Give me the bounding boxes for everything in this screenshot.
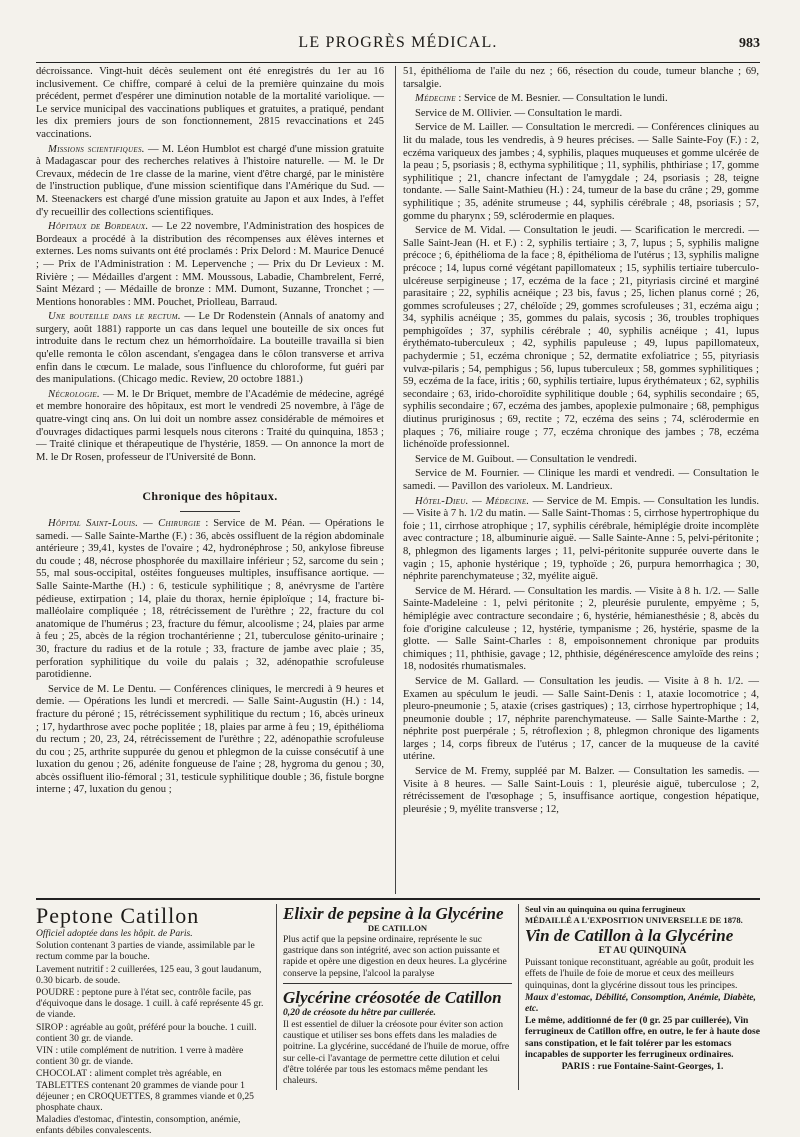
running-header [36, 22, 760, 63]
paragraph [403, 66, 759, 91]
paragraph-text: — Service de M. Empis. — Consultation les lundis. — Visite à 7 h. 1/2 du matin. — Salle Saint-Thomas : 5, cirrhose hypertrophique du foie ; 11, cirrhose atrophique ; 17, syphilis cérébrale, hémiplégie droite incomplète avec contracture ; 18, albuminurie aiguë. — Salle Sainte-Anne : 5, pelvi-péritonite ; 8, phlegmon des ligaments larges ; 11, pelvi-péritonite suppurée ouverte dans le vagin ; 15, aphonie hystérique ; 19, typhoïde ; 26, purpura hemorrhagica ; 30, néphrite parenchymateuse ; 32, myélite aiguë. [403, 495, 760, 583]
section-rule [180, 511, 240, 512]
ad-peptone-line: VIN : utile complément de nutrition. 1 verre à madère contient 30 gr. de viande. [36, 1045, 244, 1068]
ad-vin-title: Vin de Catillon à la Glycérine [525, 926, 734, 945]
page-number: 983 [739, 36, 760, 51]
ad-vin-tagline: Seul vin au quinquina ou quina ferrugineux [525, 904, 686, 914]
ad-peptone-line: SIROP : agréable au goût, préféré pour la bouche. 1 cuill. contient 30 gr. de viande. [36, 1021, 257, 1044]
ad-elixir-glycerine [276, 904, 512, 1090]
paragraph-text: Service de M. Le Dentu. — Conférences cliniques, le mercredi à 9 heures et demie. — Opérations les lundi et mercredi. — Salle Saint-Augustin (H.) : 14, fracture du péroné ; 15, rétrécissement syphilitique du rectum ; 16, abcès urineux ; 17, hydarthrose avec poche poplitée ; 18, plaies par arme à feu ; 19, épithélioma du rectum ; 20, 23, 24, rétrécissement de l'urèthre ; 22, adénopathie scrofuleuse du cou ; 25, arthrite suppurée du genou et phlegmon de la cuisse consécutif à une luxation du genou ; 26, adénite fongueuse de l'aine ; 28, hygroma du genou ; 30, abcès ossifluent ilio-fémoral ; 31, testicule syphilitique double ; 36, fistule borgne interne ; 47, luxation du genou ; [36, 683, 384, 796]
paragraph-text: Service de M. Fournier. — Clinique les mardi et vendredi. — Consultation le samedi. — Pavillon des varioleux. M. Landrieux. [403, 468, 759, 492]
paragraph-text: : Service de M. Besnier. — Consultation le lundi. [455, 93, 668, 105]
paragraph [403, 122, 759, 223]
paragraph-lead: Hôtel-Dieu. — Médecine. [415, 495, 530, 507]
news-items [36, 66, 384, 464]
ad-vin-subtitle: ET AU QUINQUINA [598, 945, 687, 956]
paragraph-lead: Missions scientifiques. [48, 143, 145, 155]
ad-peptone-line: Solution contenant 3 parties de viande, assimilable par le rectum comme par la bouche. [36, 940, 255, 963]
paragraph-text: — Le Dr Rodenstein (Annals of anatomy and surgery, août 1881) rapporte un cas dans lequel une bouteille de six onces fut introduite dans le rectum chez un hémorrhoïdaire. La bouteille travailla si bien qu'elle remonta le côlon ascendant, s'engagea dans le côlon transverse et arriva enfin dans le cœcum. Le malade, sous l'influence du chloroforme, fut guéri par des manipulations. (Chicago medic. Review, 20 octobre 1881.) [36, 311, 384, 386]
paragraph [403, 225, 759, 452]
ad-peptone-line: POUDRE : peptone pure à l'état sec, contrôle facile, pas d'équivoque dans le dosage. 1 cuill. à café représente 45 gr. de viande. [36, 987, 264, 1021]
paragraph-text: Service de M. Ollivier. — Consultation le mardi. [415, 107, 623, 119]
paragraph-lead: Médecine [415, 93, 456, 105]
paragraph [36, 221, 384, 309]
ad-vin-catillon [518, 904, 760, 1090]
paragraph-text: Service de M. Hérard. — Consultation les mardis. — Visite à 8 h. 1/2. — Salle Sainte-Madeleine : 1, pelvi péritonite ; 2, pleurésie purulente, empyème ; 5, hémiplégie avec contracture secondaire ; 6, hystérie, hémianesthésie ; 8, abcès du foie d'origine calculeuse ; 12, hystérie, tympanisme ; 26, hystérie, spasme de la glotte. — Salle Saint-Charles : 8, empoisonnement chronique par produits chimiques ; 11, phthisie, gavage ; 12, phthisie, dégénérescence amyloïde des reins ; 18, nodosités rhumatismales. [403, 585, 759, 673]
paragraph [36, 518, 384, 682]
ad-peptone-catillon [36, 903, 268, 1137]
paragraph [403, 468, 759, 493]
ad-divider [283, 983, 512, 984]
paragraph [403, 676, 759, 764]
hospital-chronicle-left [36, 518, 384, 797]
paragraph-text: : Service de M. Péan. — Opérations le samedi. — Salle Sainte-Marthe (F.) : 36, abcès ossifluent de la région abdominale antérieure ; 39,41, kystes de l'ovaire ; 42, hydronéphrose ; 50, ankylose fibreuse du coude ; 48, nécrose phosphorée du maxillaire inférieur ; 52, sarcome du sein ; 55, mal sous-occipital, ostéites fongueuses multiples, insuffisance aortique. — Salle Sainte-Marthe (H.) : 6, testicule syphilitique ; 8, anévrysme de l'artère pédieuse, extirpation ; 14, plaie du thorax, hernie épiploïque ; 14, fracture bi-malléolaire compliquée ; 18, rétrécissement de l'urèthre ; 22, fracture du col anatomique de l'humérus ; 23, fracture du fémur, alcoolisme ; 24, plaies par arme à feu ; 25, abcès de la région trochantérienne ; 21, tuberculose génito-urinaire ; 30, fracture du radius et de la rotule ; 33, fracture de jambe avec plaie ; 35, perforation syphilitique du voile du palais ; 32, adénopathie scrofuleuse parotidienne. [36, 518, 384, 681]
paragraph [403, 496, 759, 584]
ad-peptone-title: Peptone Catillon [36, 903, 200, 928]
ad-elixir-maker: DE CATILLON [367, 923, 428, 933]
paragraph [403, 93, 759, 106]
paragraph-text: — M. le Dr Briquet, membre de l'Académie de médecine, agrégé et membre honoraire des hôpitaux, est mort le vendredi 25 novembre, à l'âge de quatre-vingt cinq ans. On lui doit un nombre assez considérable de mémoires et d'ouvrages didactiques parmi lesquels nous citerons : Traité du quinquina, 1853 ; — Traité clinique et thérapeutique de l'hystérie, 1859. — On annonce la mort de M. le Dr Rosen, professeur de l'Université de Bonn. [36, 388, 384, 463]
ad-vin-ferrugineux: Le même, additionné de fer (0 gr. 25 par cuillerée), Vin ferrugineux de Catillon offre, en outre, le fer à haute dose sans constipation, et le fait tolérer par les estomacs incapables de supporter les ferrugineux ordinaires. [525, 1015, 761, 1060]
hospital-chronicle-right [403, 66, 759, 816]
paragraph-text: décroissance. Vingt-huit décès seulement ont été enregistrés du 1er au 16 inclusivement. Ce chiffre, comparé à celui de la première quinzaine du mois précédent, permet d'espérer une diminution notable de la mortalité variolique. — Le service municipal des vaccinations publiques et gratuites, a pratiqué, pendant les dix premiers jours de son fonctionnement, 2815 revaccinations et 245 vaccinations. [36, 66, 384, 140]
ad-glycerine-dose: 0,20 de créosote du hêtre par cuillerée. [283, 1006, 436, 1018]
ad-elixir-body: Plus actif que la pepsine ordinaire, représente le suc gastrique dans son intégrité, avec son action puissante et rapide et opère une digestion en deux heures. La glycérine conserve la pepsine, l'alcool la paralyse [283, 934, 507, 979]
journal-title: LE PROGRÈS MÉDICAL. [298, 34, 498, 51]
paragraph-text: Service de M. Vidal. — Consultation le jeudi. — Scarification le mercredi. — Salle Saint-Jean (H. et F.) : 2, syphilis tertiaire ; 3, 7, lupus ; 5, syphilis maligne précoce ; 6, épithélioma de la face ; 8, épithélioma de l'utérus ; 13, syphilis maligne précoce ; 14, lupus corné végétant papillomateux ; 15, syphilis tertiaire tuberculo-ulcéreuse serpigineuse ; 17, eczéma de la face ; 21, pityriasis circiné et marginé parasitaire ; 22, syphilis acnéique ; 23 bis, favus ; 25, lichen planus corné ; 26, gommes scrofuleuses ; 27, chéloïde ; 29, gommes scrofuleuses ; 31, eczéma aigu ; 34, syphilis acnéique ; 35, gommes du palais, sycosis ; 36, troubles trophiques pemphigoïdes ; 37, syphilis cérébrale ; 40, syphilis acnéique ; 41, lupus érythémato-tuberculeux ; 42, syphilis papuleuse ; 49, lupus papillomateux, pachydermie ; 51, eczéma chronique ; 52, dermatite exfoliatrice ; 55, pityriasis vulvæ-pilaris ; 54, pemphigus ; 56, lupus tuberculeux ; 58, gommes syphilitiques ; 59, eczéma de la face, iritis ; 60, syphilis tertiaire, lupus érythémateux ; 62, syphilis secondaire ; 63, irido-choroïdite syphilitique double ; 64, syphilis secondaire ; 65, syphilis secondaire ; 67, eczéma des jambes, apoplexie pulmonaire ; 68, pemphigus diutinus pruriginosus ; 69, rectite ; 72, eczéma des seins ; 74, sclérodermie en plaques ; 76, miliaire rouge ; 77, eczéma chronique des jambes ; 78, eczéma lichénoïde professionnel. [403, 225, 759, 451]
paragraph-text: — M. Léon Humblot est chargé d'une mission gratuite à Madagascar pour des recherches relatives à l'histoire naturelle. — M. le Dr Crevaux, médecin de 1re classe de la marine, vient d'être chargé, par le ministère de l'instruction publique, d'une mission scientifique dans l'Amérique du Sud. — M. Steenackers est chargé d'une mission gratuite au Japon et aux Indes, à l'effet d'y recueillir des collections scientifiques. [36, 143, 385, 218]
paragraph-text: Service de M. Fremy, suppléé par M. Balzer. — Consultation les samedis. — Visite à 8 heures. — Salle Saint-Louis : 1, pleurésie aiguë, tuberculose ; 2, rétrécissement de l'œsophage ; 5, insuffisance aortique, congestion hépatique, pleurésie ; 9, myélite transverse ; 12, [403, 766, 759, 815]
paragraph [403, 766, 759, 816]
ad-vin-address: PARIS : rue Fontaine-Saint-Georges, 1. [561, 1061, 724, 1073]
paragraph-lead: Nécrologie. [48, 388, 100, 400]
paragraph-lead: Hôpital Saint-Louis. — Chirurgie [48, 518, 201, 529]
ad-vin-body: Puissant tonique reconstituant, agréable au goût, produit les effets de l'huile de foie de morue et ceux des meilleurs quinquinas, dont la glycérine dissout tous les principes. [525, 957, 754, 991]
ad-vin-indications: Maux d'estomac, Débilité, Consomption, Anémie, Diabète, etc. [525, 991, 756, 1015]
paragraph-text: Service de M. Lailler. — Consultation le mercredi. — Conférences cliniques au lit du malade, tous les vendredis, à 9 heures précises. — Salle Sainte-Foy (F.) : 2, eczéma variqueux des jambes ; 4, syphilis, plaques muqueuses et gomme ulcérée de la peau ; 5, psoriasis ; 8, ecthyma syphilitique ; 11, syphilis, phthiriase ; 17, gomme syphilitique ; 21, chancre infectant de l'amygdale ; 24, psoriasis ; 28, teigne tondante. — Salle Saint-Mathieu (H.) : 24, tumeur de la base du crâne ; 29, gomme syphilitique ; 35, adénite strumeuse ; 44, syphilis cérébrale ; 48, psoriasis ; 57, gomme du pharynx ; 59, sclérodermie en plaques. [403, 122, 759, 222]
ad-peptone-line: CHOCOLAT : aliment complet très agréable, en TABLETTES contenant 20 grammes de viande pour 1 déjeuner ; en CROQUETTES, 8 grammes viande et 0,25 phosphate chaux. [36, 1068, 254, 1114]
left-column [36, 66, 384, 894]
section-title: Chronique des hôpitaux. [142, 489, 278, 504]
ad-peptone-line: Maladies d'estomac, d'intestin, consomption, anémie, enfants débiles convalescents. [36, 1114, 241, 1137]
paragraph [403, 108, 759, 121]
paragraph-text: Service de M. Guibout. — Consultation le vendredi. [415, 453, 637, 465]
ad-glycerine-body: Il est essentiel de diluer la créosote pour éviter son action caustique et utiliser ses bons effets dans les maladies de poitrine. La glycérine, succédané de l'huile de morue, offre sur celle-ci l'avantage de permettre cette dilution et celui d'être tolérée par tous les estomacs même pendant les chaleurs. [283, 1019, 510, 1087]
right-column [403, 66, 759, 894]
paragraph [403, 586, 759, 674]
paragraph-text: — Le 22 novembre, l'Administration des hospices de Bordeaux a procédé à la distribution des récompenses aux élèves internes et externes. Les noms suivants ont été proclamés : Prix Delord : M. Maurice Denucé ; — Prix de l'Administration : M. Lepervenche ; — Prix du Dr Levieux : M. Rivière ; — Médailles d'argent : MM. Moussous, Labadie, Chambrelent, Ferré, Saint Mézard ; — Médaille de bronze : MM. Dumont, Suzanne, Tronchet ; — Mentions honorables : MM. Pouchet, Priolleau, Barraud. [36, 221, 384, 308]
paragraph [36, 144, 384, 220]
paragraph [36, 684, 384, 797]
paragraph [403, 454, 759, 467]
paragraph-text: 51, épithélioma de l'aile du nez ; 66, résection du coude, tumeur blanche ; 69, tarsalgie. [403, 66, 759, 90]
ad-peptone-line: Lavement nutritif : 2 cuillerées, 125 eau, 3 gout laudanum, 0.30 bicarb. de soude. [36, 963, 262, 986]
ad-vin-medal: MÉDAILLÉ A L'EXPOSITION UNIVERSELLE DE 1878. [525, 915, 743, 925]
ad-glycerine-title: Glycérine créosotée de Catillon [283, 987, 502, 1007]
column-divider [395, 66, 396, 894]
advertisements [36, 898, 761, 1137]
paragraph-lead: Hôpitaux de Bordeaux. [48, 221, 149, 233]
paragraph [36, 66, 384, 142]
paragraph-text: Service de M. Gallard. — Consultation les jeudis. — Visite à 8 h. 1/2. — Examen au spéculum le jeudi. — Salle Saint-Denis : 1, ataxie locomotrice ; 4, pleuro-pneumonie ; 5, ataxie (crises gastriques) ; 13, cirrhose hypertrophique ; 14, pneumonie double ; 17, néphrite parenchymateuse. — Salle Sainte-Marthe : 2, néphrite post puerpérale ; 5, rétroflexion ; 8, phlegmon chronique des ligaments larges ; 14, corps fibreux de l'utérus ; 17, cancer de la muqueuse de la cavité utérine. [403, 675, 759, 763]
paragraph-lead: Une bouteille dans le rectum. [48, 311, 181, 323]
paragraph [36, 311, 384, 387]
ad-elixir-title: Elixir de pepsine à la Glycérine [283, 904, 504, 923]
ad-peptone-subtitle: Officiel adoptée dans les hôpit. de Paris. [36, 928, 193, 939]
ad-peptone-body [36, 940, 268, 1136]
paragraph [36, 389, 384, 465]
